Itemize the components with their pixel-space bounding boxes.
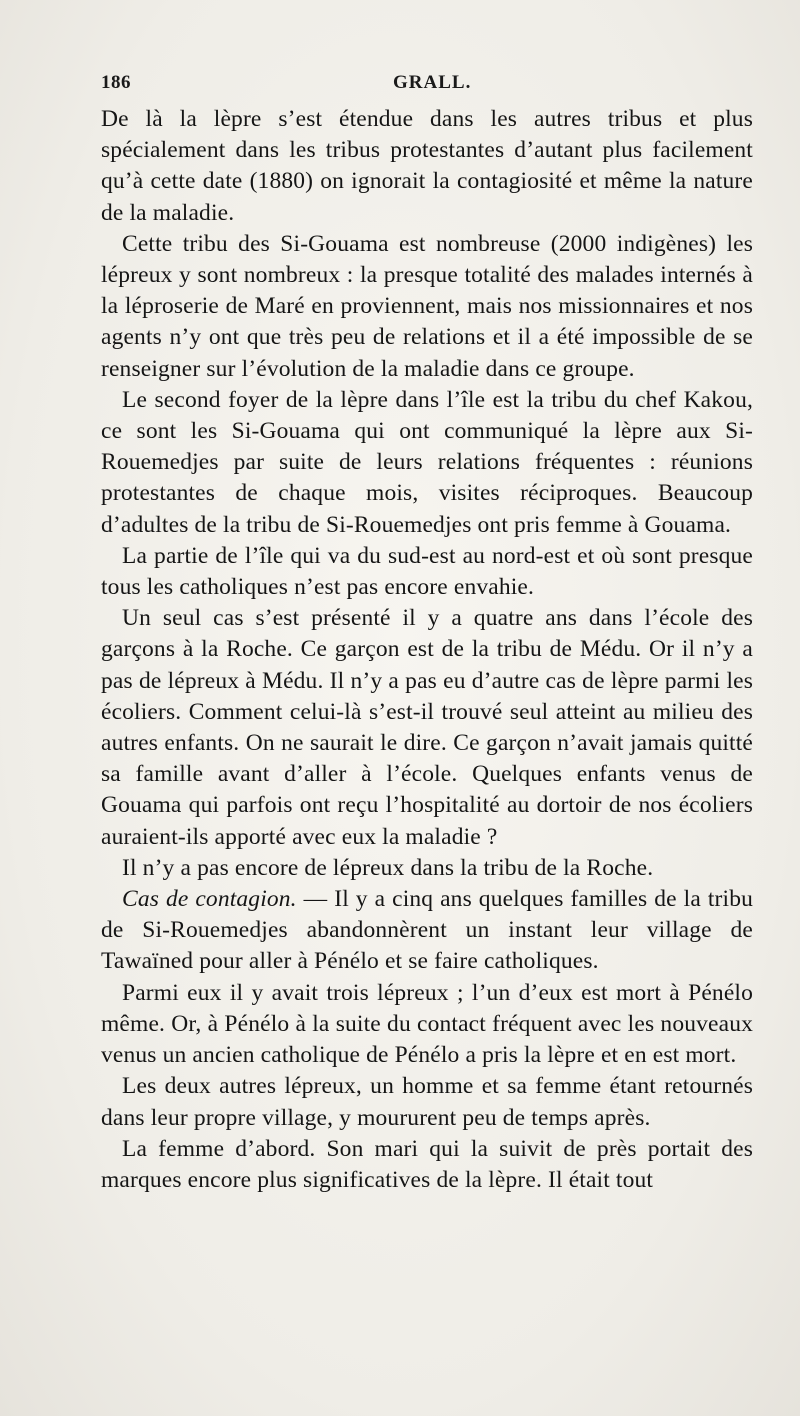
- paragraph: [101, 1071, 753, 1133]
- paragraph-text: La femme d’abord. Son mari qui la suivit de près portait des marques encore plus significatives de la lèpre. Il était tout: [101, 1135, 753, 1193]
- paragraph-text: Il n’y a pas encore de lépreux dans la tribu de la Roche.: [122, 854, 654, 881]
- body-text: [101, 104, 753, 1196]
- paragraph: [101, 603, 753, 853]
- running-head: GRALL.: [393, 72, 472, 93]
- paragraph-text: Un seul cas s’est présenté il y a quatre ans dans l’école des garçons à la Roche. Ce garçon est de la tribu de Médu. Or il n’y a pas de lépreux à Médu. Il n’y a pas eu d’autre cas de lèpre parmi les écoliers. Comment celui-là s’est-il trouvé seul atteint au milieu des autres enfants. On ne saurait le dire. Ce garçon n’avait jamais quitté sa famille avant d’aller à l’école. Quelques enfants venus de Gouama qui parfois ont reçu l’hospitalité au dortoir de nos écoliers auraient-ils apporté avec eux la maladie ?: [101, 605, 753, 850]
- paragraph-text: Les deux autres lépreux, un homme et sa femme étant retournés dans leur propre village, y moururent peu de temps après.: [101, 1073, 753, 1131]
- paragraph: [101, 104, 753, 229]
- page-header: [101, 72, 753, 98]
- paragraph: [101, 853, 753, 884]
- paragraph: [101, 541, 753, 603]
- section-heading-italic: Cas de contagion.: [122, 886, 297, 913]
- paragraph-text: La partie de l’île qui va du sud-est au nord-est et où sont presque tous les catholiques n’est pas encore envahie.: [101, 542, 753, 601]
- paragraph: [101, 978, 753, 1072]
- paragraph-text: Cette tribu des Si-Gouama est nombreuse (2000 indigènes) les lépreux y sont nombreux : la presque totalité des malades internés à la léproserie de Maré en proviennent, mais nos missionnaires et nos agents n’y ont que très peu de relations et il a été impossible de se renseigner sur l’évolution de la maladie dans ce groupe.: [101, 230, 753, 382]
- page-number: 186: [101, 72, 131, 93]
- paragraph-text: Parmi eux il y avait trois lépreux ; l’un d’eux est mort à Pénélo même. Or, à Pénélo à la suite du contact fréquent avec les nouveaux venus un ancien catholique de Pénélo a pris la lèpre et en est mort.: [101, 979, 753, 1069]
- paragraph: [101, 1134, 753, 1196]
- paragraph-text: Le second foyer de la lèpre dans l’île est la tribu du chef Kakou, ce sont les Si-Gouama qui ont communiqué la lèpre aux Si-Rouemedjes par suite de leurs relations fréquentes : réunions protestantes de chaque mois, visites réciproques. Beaucoup d’adultes de la tribu de Si-Rouemedjes ont pris femme à Gouama.: [101, 386, 753, 538]
- paragraph-text: De là la lèpre s’est étendue dans les autres tribus et plus spécialement dans les tribus protestantes d’autant plus facilement qu’à cette date (1880) on ignorait la contagiosité et même la nature de la maladie.: [101, 106, 753, 226]
- paragraph: [101, 884, 753, 978]
- paragraph: [101, 229, 753, 385]
- paragraph: [101, 385, 753, 541]
- paragraph-text: — Il y a cinq ans quelques familles de la tribu de Si-Rouemedjes abandonnèrent un instant leur village de Tawaïned pour aller à Pénélo et se faire catholiques.: [101, 886, 753, 975]
